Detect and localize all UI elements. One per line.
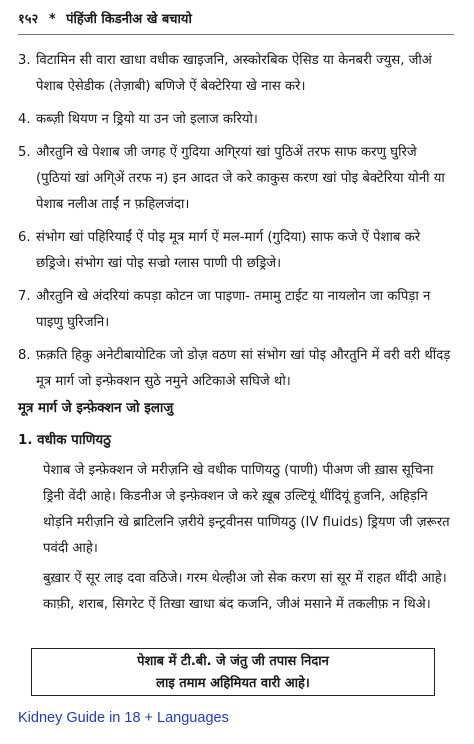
list-item-number: 6. (18, 230, 31, 245)
list-item-text: औरतुनि खे अंदरियां कपड़ा कोटन जा पाइणा- तमामु टाईट या नायलोन जा कपिड़ा न पाइणु घुरिजनि। (36, 289, 431, 330)
list-item (18, 107, 454, 133)
highlight-box-line: पेशाब में टी.बी. जे जंतु जी तपास निदान (137, 654, 329, 669)
paragraph-fluids: पेशाब जे इन्फ़ेक्शन जे मरीज़नि खे वधीक पाणियठु (पाणी) पीअण जी ख़ास सूचिना ड्रिनी वेंदी आहे। किडनीअ जे इन्फ़ेक्शन जे करे ख़ूब उल्टियूं थींदियूं हुजनि, अहिड़नि थोड़नि मरीज़नि खे ब्राटिलनि ज़रीये इन्ट्रवीनस पाणियठु (IV fluids) ड्रियण जी ज़रूरत पवंदी आहे। (43, 463, 450, 556)
sub-heading: 1. वधीक पाणियठु (18, 433, 111, 448)
list-item-number: 3. (18, 53, 31, 68)
prevention-list (18, 48, 454, 402)
list-item (18, 140, 454, 218)
page-header (18, 8, 454, 35)
header-separator: * (48, 12, 56, 27)
list-item (18, 284, 454, 336)
paragraph-pain-relief: बुख़ार ऐं सूर लाइ दवा वठिजे। गरम थेल्हीअ जो सेक करण सां सूर में राहत थींदी आहे। काफ़ी, शराब, सिगरेट ऐं तिखा खाधा बंद कजनि, जीअं मसाने में तकलीफ़ न थिअे। (43, 571, 447, 612)
footer-caption: Kidney Guide in 18 + Languages (18, 710, 229, 726)
highlight-box (31, 648, 435, 696)
list-item (18, 343, 454, 395)
highlight-box-line: लाइ तमाम अहिमियत वारी आहे। (156, 676, 310, 691)
list-item-number: 4. (18, 112, 31, 127)
page-number: १५२ (18, 12, 39, 27)
list-item-text: कब्ज़ी थियण न ड्रियो या उन जो इलाज करियो। (36, 112, 258, 127)
list-item-number: 5. (18, 145, 31, 160)
list-item-text: औरतुनि खे पेशाब जी जगह ऐं गुदिया अगि्रयां खां पुठिअें तरफ साफ करणु घुरिजे (पुठियां खां अगि्अें तरफ न) इन आदत जे करे काकुस करण खां पोइ बेक्टेरिया योनी या पेशाब नलीअ ताईं न फ़हिलजंदा। (36, 145, 445, 212)
list-item (18, 225, 454, 277)
header-title: पंहिंजी किडनीअ खे बचायो (66, 12, 192, 27)
list-item-text: फ़क़ति हिकु अनेटीबायोटिक जो डोज़ वठण सां संभोग खां पोइ औरतुनि में वरी वरी थींदड़ मूत्र मार्ग जो इन्फ़ेक्शन सुठे नमुने अटिकाअे सघिजे थो। (36, 348, 451, 389)
section-heading: मूत्र मार्ग जे इन्फ़ेक्शन जो इलाजु (18, 401, 174, 416)
list-item-number: 8. (18, 348, 31, 363)
list-item-number: 7. (18, 289, 31, 304)
list-item (18, 48, 454, 100)
list-item-text: विटामिन सी वारा खाधा वधीक खाइजनि, अस्कोरबिक ऐसिड या केनबरी ज्युस, जीअं पेशाब ऐसेडीक (तेज़ाबी) बणिजे ऐं बेक्टेरिया खे नास करे। (36, 53, 432, 94)
list-item-text: संभोग खां पहिरियाईं ऐं पोइ मूत्र मार्ग ऐं मल-मार्ग (गुदिया) साफ कजे ऐं पेशाब करे छड्रिजे। संभोग खां पोइ सज्रो ग्लास पाणी पी छड्रिजे। (36, 230, 421, 271)
